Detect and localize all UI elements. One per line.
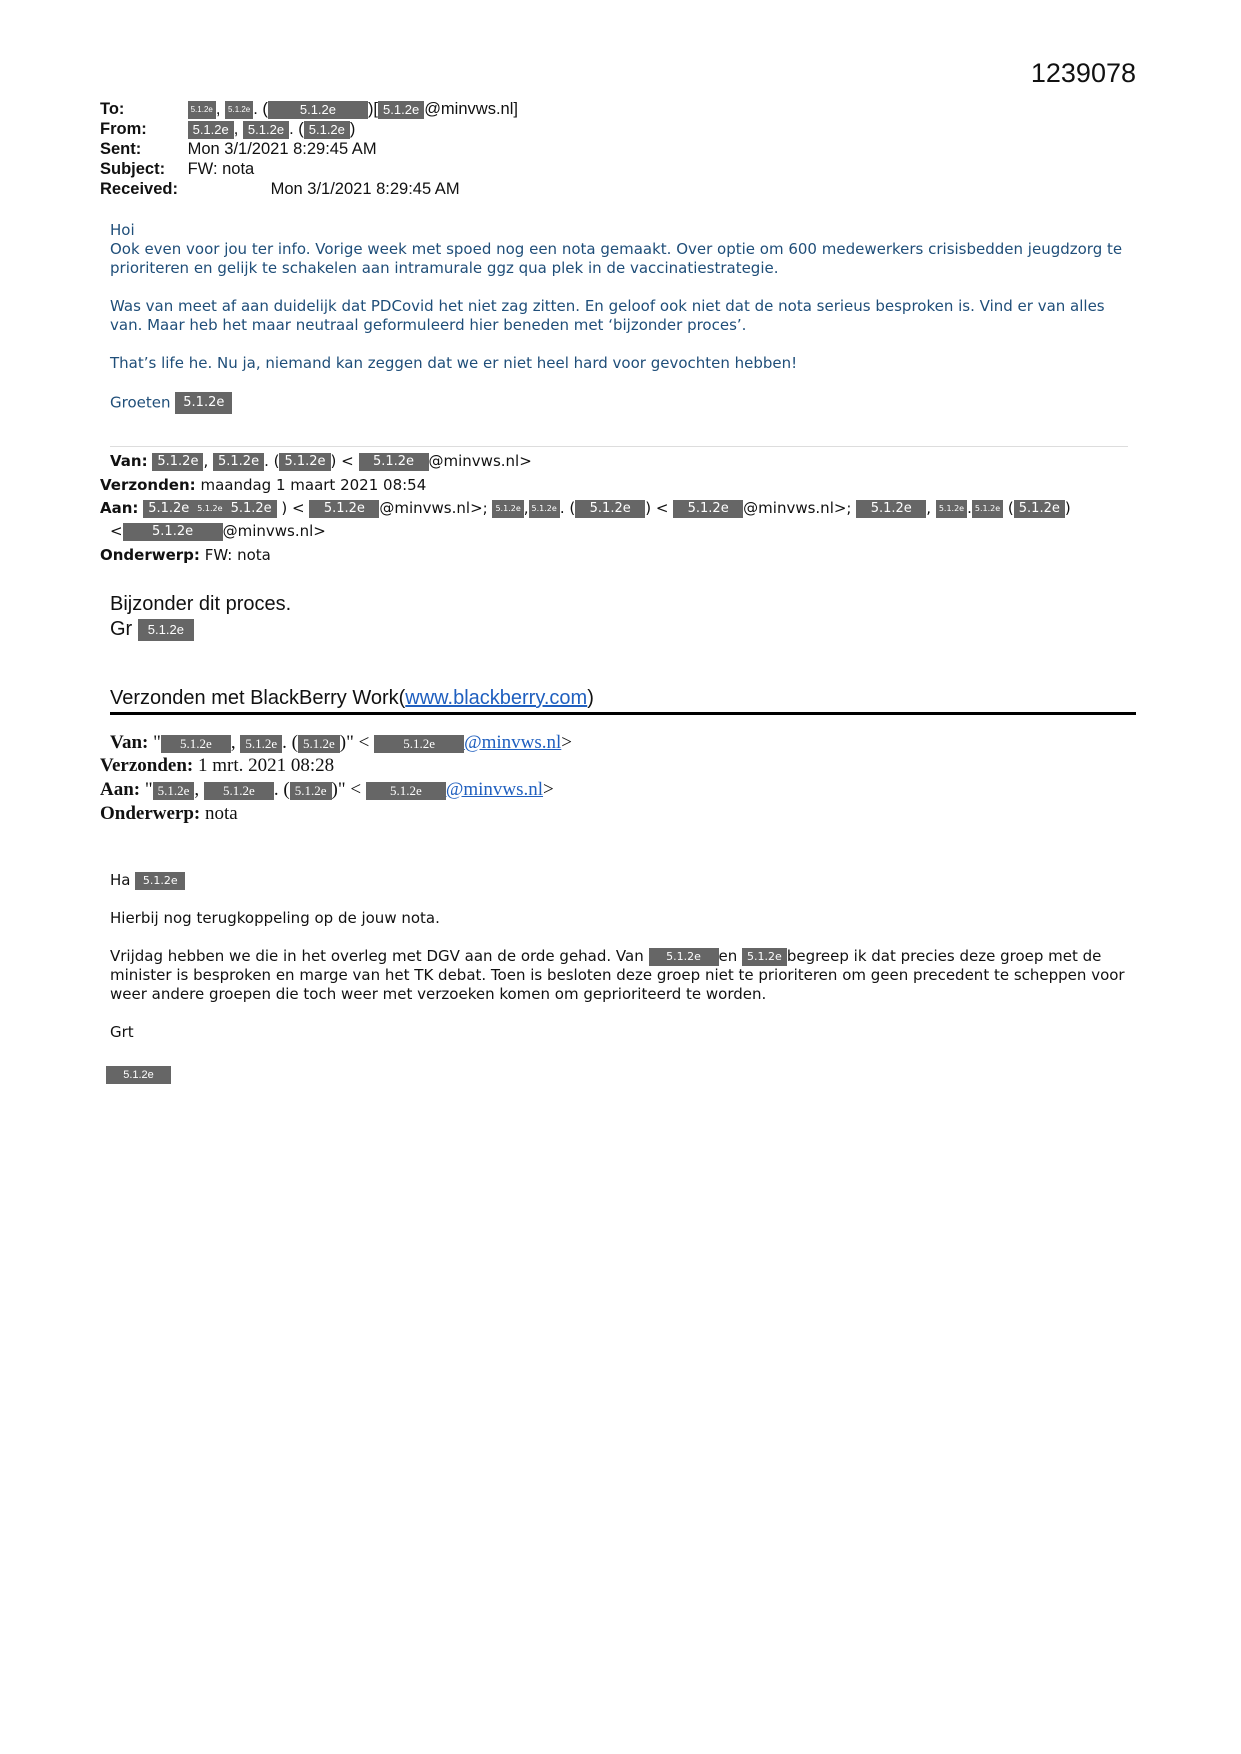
received-label: Received: [100, 180, 178, 198]
fw1-onderwerp [100, 544, 271, 567]
received-value: Mon 3/1/2021 8:29:45 AM [270, 180, 460, 198]
redaction: 5.1.2e [309, 500, 379, 518]
redaction: 5.1.2e [972, 500, 1003, 518]
redaction: 5.1.2e [936, 500, 967, 518]
message-1 [110, 221, 1130, 414]
redaction: 5.1.2e [529, 500, 560, 518]
fw2-van: Van: " 5.1.2e , 5.1.2e . ( 5.1.2e )" < 5.1.2e @minvws.nl> [110, 732, 573, 753]
redaction: 5.1.2e [374, 735, 464, 753]
fw1-aan-domain-c: @minvws.nl> [222, 522, 326, 540]
fw2-aan-domain[interactable]: @minvws.nl [445, 779, 544, 800]
subject-value: FW: nota [187, 160, 255, 178]
msg3-para1: Hierbij nog terugkoppeling op de jouw nota. [110, 909, 440, 927]
redaction: 5.1.2e [194, 500, 225, 518]
msg2-line1: Bijzonder dit proces. [110, 593, 292, 615]
msg1-para1: Ook even voor jou ter info. Vorige week met spoed nog een nota gemaakt. Over optie om 600 medewerkers crisisbedden jeugdzorg te prioriteren en gelijk te schakelen aan intramurale ggz qua plek in de vaccinatiestrategie. [110, 240, 1123, 277]
fw1-verzonden [100, 474, 426, 497]
fw2-verzonden-label: Verzonden: [100, 755, 194, 776]
redaction: 5.1.2e [135, 872, 185, 890]
sig-prefix: Verzonden met BlackBerry Work( [110, 687, 406, 709]
message-3 [110, 871, 1130, 1061]
sent-label: Sent: [100, 140, 142, 158]
redaction: 5.1.2e [1014, 500, 1065, 518]
redaction: 5.1.2e [143, 500, 194, 518]
fw1-aan-domain-a: @minvws.nl>; [379, 499, 488, 517]
fw2-aan-label: Aan: [100, 779, 141, 800]
redaction: 5.1.2e [240, 735, 282, 753]
redaction: 5.1.2e [673, 500, 743, 518]
from-label: From: [100, 120, 147, 138]
msg1-closing: Groeten [110, 393, 171, 412]
header-from: From: 5.1.2e , 5.1.2e . ( 5.1.2e ) [100, 120, 356, 138]
fw1-onderwerp-value: FW: nota [204, 546, 271, 564]
divider [110, 446, 1128, 447]
redaction: 5.1.2e [152, 453, 203, 471]
subject-label: Subject: [100, 160, 166, 178]
redaction: 5.1.2e [188, 121, 234, 139]
redaction: 5.1.2e [161, 735, 231, 753]
redaction: 5.1.2e [188, 101, 216, 119]
header-received [100, 180, 460, 199]
fw1-verzonden-label: Verzonden: [100, 476, 196, 494]
header-to: To: 5.1.2e , 5.1.2e . ( 5.1.2e )[ 5.1.2e @minvws.nl] [100, 100, 518, 118]
sent-value: Mon 3/1/2021 8:29:45 AM [187, 140, 377, 158]
redaction: 5.1.2e [153, 782, 195, 800]
redaction: 5.1.2e [298, 735, 340, 753]
fw1-onderwerp-label: Onderwerp: [100, 546, 200, 564]
to-domain: @minvws.nl] [424, 100, 518, 118]
fw2-verzonden-value: 1 mrt. 2021 08:28 [198, 755, 335, 776]
redaction: 5.1.2e [279, 453, 330, 471]
redaction: 5.1.2e [304, 121, 350, 139]
redaction: 5.1.2e [226, 500, 277, 518]
redaction: 5.1.2e [359, 453, 429, 471]
redaction: 5.1.2e [225, 101, 253, 119]
redaction: 5.1.2e [575, 500, 645, 518]
fw1-verzonden-value: maandag 1 maart 2021 08:54 [200, 476, 427, 494]
fw1-aan-label: Aan: [100, 499, 139, 517]
msg3-signature [106, 1066, 171, 1084]
msg3-para2-c: begreep ik dat precies deze groep met de minister is besproken en marge van het TK debat. Toen is besloten deze groep niet te prioriteren om geen precedent te scheppen voor weer andere groepen die toch weer met verzoeken komen om geprioriteerd te worden. [110, 947, 1125, 1003]
msg3-para2-a: Vrijdag hebben we die in het overleg met DGV aan de orde gehad. Van [110, 947, 644, 965]
redaction: 5.1.2e [290, 782, 332, 800]
fw1-van: Van: 5.1.2e , 5.1.2e . ( 5.1.2e ) < 5.1.2e @minvws.nl> [110, 452, 532, 470]
fw2-onderwerp [100, 802, 238, 826]
redaction: 5.1.2e [213, 453, 264, 471]
msg3-greeting: Ha [110, 871, 131, 889]
fw1-aan: Aan: 5.1.2e 5.1.2e 5.1.2e ) < 5.1.2e @minvws.nl>; 5.1.2e , 5.1.2e . ( 5.1.2e ) < 5.1.2e @minvws.nl>; 5.1.2e , 5.1.2e . 5.1.2e ( 5.1.2e ) [100, 499, 1071, 517]
redaction: 5.1.2e [366, 782, 446, 800]
msg1-closing-line [110, 392, 1130, 414]
redaction: 5.1.2e [106, 1066, 171, 1084]
redaction: 5.1.2e [204, 782, 274, 800]
msg2-line2-wrap [110, 617, 194, 641]
redaction: 5.1.2e [742, 948, 787, 966]
fw2-verzonden [100, 754, 334, 778]
msg3-greeting-line [110, 871, 1130, 890]
redaction: 5.1.2e [492, 500, 523, 518]
fw1-aan-domain-b: @minvws.nl>; [743, 499, 852, 517]
fw1-domain: @minvws.nl> [428, 452, 532, 470]
msg2-line2: Gr [110, 618, 133, 640]
msg1-para2: Was van meet af aan duidelijk dat PDCovid het niet zag zitten. En geloof ook niet dat de nota serieus besproken is. Vind er van alles van. Maar heb het maar neutraal geformuleerd hier beneden met ‘bijzonder proces’. [110, 297, 1105, 334]
header-sent [100, 140, 377, 159]
redaction: 5.1.2e [123, 523, 223, 541]
redaction: 5.1.2e [649, 948, 719, 966]
fw1-aan-cont: < 5.1.2e @minvws.nl> [110, 522, 326, 540]
fw2-van-domain[interactable]: @minvws.nl [464, 732, 562, 753]
redaction: 5.1.2e [378, 101, 424, 119]
fw2-aan: Aan: " 5.1.2e , 5.1.2e . ( 5.1.2e )" < 5.1.2e @minvws.nl> [100, 779, 554, 800]
fw2-onderwerp-value: nota [205, 803, 238, 824]
document-number: 1239078 [1030, 58, 1136, 88]
redaction: 5.1.2e [138, 619, 194, 641]
separator-rule [110, 712, 1136, 715]
msg1-greeting: Hoi [110, 221, 135, 239]
to-label: To: [100, 100, 125, 118]
redaction: 5.1.2e [268, 101, 368, 119]
msg3-closing: Grt [110, 1023, 134, 1041]
redaction: 5.1.2e [243, 121, 289, 139]
redaction: 5.1.2e [175, 392, 232, 414]
fw1-van-label: Van: [110, 452, 148, 470]
redaction: 5.1.2e [856, 500, 926, 518]
msg3-para2-b: en [718, 947, 738, 965]
header-subject [100, 160, 254, 179]
sig-suffix: ) [587, 687, 594, 709]
fw2-onderwerp-label: Onderwerp: [100, 803, 201, 824]
msg3-para2 [110, 947, 1130, 1004]
msg1-para3: That’s life he. Nu ja, niemand kan zeggen dat we er niet heel hard voor gevochten hebben! [110, 354, 798, 372]
fw2-van-label: Van: [110, 732, 149, 753]
blackberry-link[interactable]: www.blackberry.com [405, 687, 588, 709]
msg2-signature [110, 686, 594, 710]
